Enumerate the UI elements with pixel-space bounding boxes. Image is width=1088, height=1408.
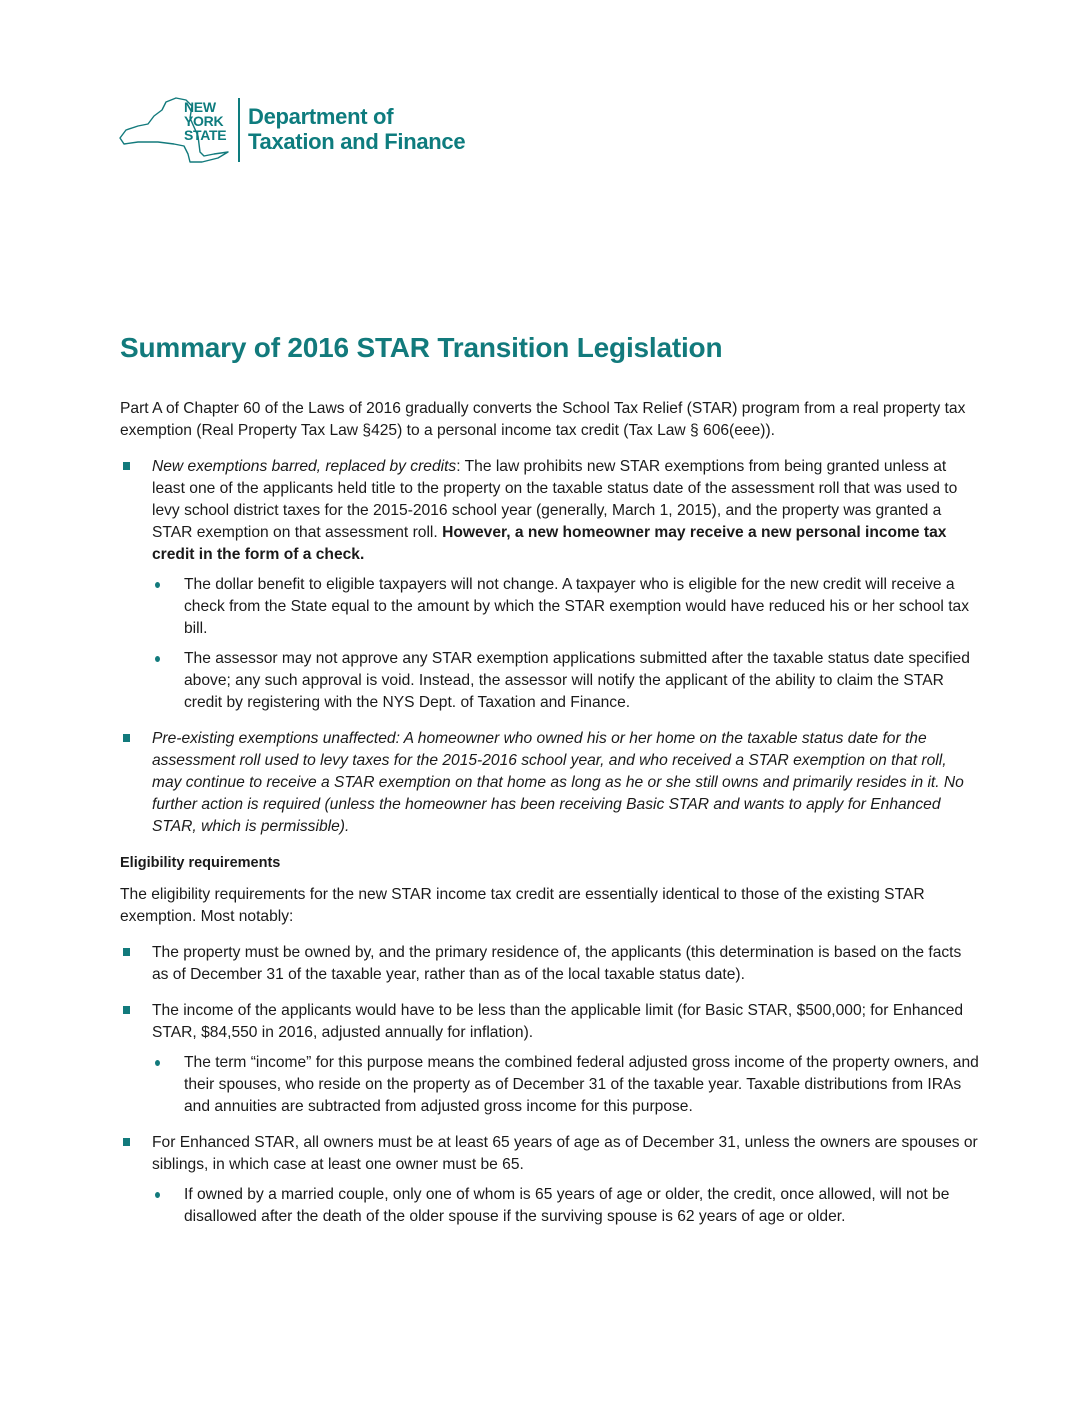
page-title: Summary of 2016 STAR Transition Legislation — [120, 332, 723, 363]
document-body — [120, 398, 980, 1242]
list-item-preexisting-exemptions: Pre-existing exemptions unaffected: A homeowner who owned his or her home on the taxable status date for the assessment roll used to levy taxes for the 2015-2016 school year, and who received a STAR exemption on that roll, may continue to receive a STAR exemption on that home as long as he or she still owns and primarily resides in it. No further action is required (unless the homeowner has been receiving Basic STAR and wants to apply for Enhanced STAR, which is permissible). — [120, 728, 980, 838]
eligibility-intro: The eligibility requirements for the new STAR income tax credit are essentially identical to those of the existing STAR exemption. Most notably: — [120, 886, 925, 925]
new-york-state-wordmark: NEW YORK STATE — [184, 99, 227, 143]
sub-list-item: The dollar benefit to eligible taxpayers will not change. A taxpayer who is eligible for the new credit will receive a check from the State equal to the amount by which the STAR exemption would have reduced his or her school tax bill. — [152, 574, 980, 640]
logo-divider — [238, 98, 240, 162]
section-heading-eligibility: Eligibility requirements — [120, 855, 281, 871]
list-item-age: For Enhanced STAR, all owners must be at least 65 years of age as of December 31, unless the owners are spouses or siblings, in which case at least one owner must be 65. If owned by a married couple, only one of whom is 65 years of age or older, the credit, once allowed, will not be disallowed after the death of the older spouse if the surviving spouse is 62 years of age or older. — [120, 1132, 980, 1228]
sub-list-item: The assessor may not approve any STAR exemption applications submitted after the taxable status date specified above; any such approval is void. Instead, the assessor will notify the applicant of the ability to claim the STAR credit by registering with the NYS Dept. of Taxation and Finance. — [152, 648, 980, 714]
nys-dtf-logo — [118, 96, 466, 166]
dot-bullet-icon — [155, 1060, 160, 1066]
dot-bullet-icon — [155, 1192, 160, 1198]
list-item-new-exemptions: New exemptions barred, replaced by credits: The law prohibits new STAR exemptions from being granted unless at least one of the applicants held title to the property on the taxable status date of the assessment roll that was used to levy school district taxes for the 2015-2016 school year (generally, March 1, 2015), and the property was granted a STAR exemption on that assessment roll. However, a new homeowner may receive a new personal income tax credit in the form of a check. The dollar benefit to eligible taxpayers will not change. A taxpayer who is eligible for the new credit will receive a check from the State equal to the amount by which the STAR exemption would have reduced his or her school tax bill. The assessor may not approve any STAR exemption applications submitted after the taxable status date specified above; any such approval is void. Instead, the assessor will notify the applicant of the ability to claim the STAR credit by registering with the NYS Dept. of Taxation and Finance. — [120, 456, 980, 714]
list-item-ownership: The property must be owned by, and the primary residence of, the applicants (this determination is based on the facts as of December 31 of the taxable year, rather than as of the local taxable status date). — [120, 942, 980, 986]
dot-bullet-icon — [155, 582, 160, 588]
intro-paragraph: Part A of Chapter 60 of the Laws of 2016 gradually converts the School Tax Relief (STAR) program from a real property tax exemption (Real Property Tax Law §425) to a personal income tax credit (Tax Law § 606(eee)). — [120, 400, 966, 439]
list-item-income: The income of the applicants would have to be less than the applicable limit (for Basic STAR, $500,000; for Enhanced STAR, $84,550 in 2016, adjusted annually for inflation). The term “income” for this purpose means the combined federal adjusted gross income of the property owners, and their spouses, who reside on the property as of December 31 of the taxable year. Taxable distributions from IRAs and annuities are subtracted from adjusted gross income for this purpose. — [120, 1000, 980, 1118]
square-bullet-icon — [123, 948, 130, 956]
sub-list-item: The term “income” for this purpose means the combined federal adjusted gross income of the property owners, and their spouses, who reside on the property as of December 31 of the taxable year. Taxable distributions from IRAs and annuities are subtracted from adjusted gross income for this purpose. — [152, 1052, 980, 1118]
sub-list — [152, 574, 980, 714]
dot-bullet-icon — [155, 656, 160, 662]
sub-list — [152, 1184, 980, 1228]
sub-list — [152, 1052, 980, 1118]
square-bullet-icon — [123, 1006, 130, 1014]
department-name: Department of Taxation and Finance — [248, 104, 466, 154]
transition-list — [120, 456, 980, 838]
eligibility-list — [120, 942, 980, 1228]
square-bullet-icon — [123, 1138, 130, 1146]
square-bullet-icon — [123, 734, 130, 742]
sub-list-item: If owned by a married couple, only one of whom is 65 years of age or older, the credit, once allowed, will not be disallowed after the death of the older spouse if the surviving spouse is 62 years of age or older. — [152, 1184, 980, 1228]
square-bullet-icon — [123, 462, 130, 470]
